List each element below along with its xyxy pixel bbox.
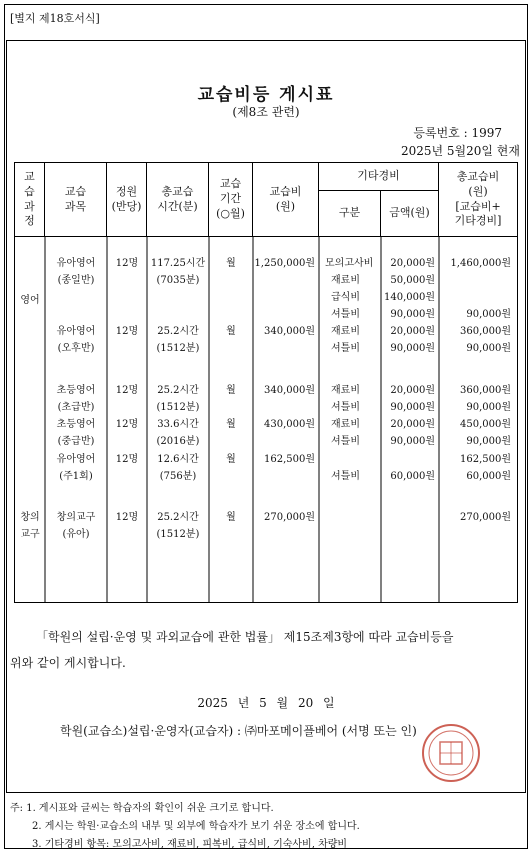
header-subject: 교습 과목 (45, 163, 107, 237)
r2-item-1: 셔틀비 (331, 343, 360, 354)
r3-capacity: 12명 (115, 385, 139, 396)
r3-item-1: 셔틀비 (331, 402, 360, 413)
r2-hours: 25.2시간 (157, 326, 199, 337)
r3-minutes: (1512분) (156, 402, 200, 413)
r4-fee: 430,000원 (263, 419, 315, 430)
r3-item-0: 재료비 (331, 385, 360, 396)
r5-total-0: 162,500원 (459, 454, 511, 465)
r6-subject: 창의교구 (56, 512, 96, 523)
as-of-date: 2025년 5월20일 현재 (400, 144, 520, 158)
r3-total-0: 360,000원 (459, 385, 511, 396)
r4-subject-type: (중급반) (57, 436, 95, 447)
r4-hours: 33.6시간 (157, 419, 199, 430)
page-subtitle: (제8조 관련) (232, 105, 300, 119)
r1-total-2: 90,000원 (466, 309, 511, 320)
r6-period: 월 (226, 512, 236, 523)
r4-capacity: 12명 (115, 419, 139, 430)
notice-line-1: 「학원의 설립·운영 및 과외교습에 관한 법률」 제15조제3항에 따라 교습비등을 (36, 630, 454, 644)
header-fee: 교습비 (원) (253, 163, 319, 237)
signer-line: 학원(교습소)설립·운영자(교습자) : ㈜마포메이플베어 (서명 또는 인) (60, 724, 417, 738)
r4-subject: 초등영어 (56, 419, 96, 430)
header-period: 교습 기간 (○월) (209, 163, 253, 237)
r4-item-1: 셔틀비 (331, 436, 360, 447)
footnote-1: 주: 1. 게시표와 글씨는 학습자의 확인이 쉬운 크기로 합니다. (10, 803, 274, 814)
registration-number: 등록번호 : 1997 (413, 126, 502, 140)
r6-hours: 25.2시간 (157, 512, 199, 523)
seal-stamp-icon (420, 722, 482, 784)
r1-item-3: 셔틀비 (331, 309, 360, 320)
r1-subject: 유아영어 (56, 258, 96, 269)
notice-text (10, 624, 516, 676)
footnote-2: 2. 게시는 학원·교습소의 내부 및 외부에 학습자가 보기 쉬운 장소에 합니다. (32, 821, 360, 832)
header-other-costs: 기타경비 (319, 163, 439, 191)
r2-period: 월 (226, 326, 236, 337)
r2-fee: 340,000원 (263, 326, 315, 337)
r5-subject-type: (주1회) (59, 471, 93, 482)
r4-amount-1: 90,000원 (390, 436, 435, 447)
r1-subject-type: (종일반) (57, 275, 95, 286)
r2-amount-1: 90,000원 (390, 343, 435, 354)
header-capacity: 정원 (반당) (107, 163, 147, 237)
r4-total-0: 450,000원 (459, 419, 511, 430)
r2-subject-type: (오후반) (57, 343, 95, 354)
course-english: 영어 (20, 295, 40, 306)
r2-subject: 유아영어 (56, 326, 96, 337)
r6-subject-type: (유아) (62, 529, 90, 540)
r5-amount-0: 60,000원 (390, 471, 435, 482)
r1-amount-2: 140,000원 (383, 292, 435, 303)
r3-amount-0: 20,000원 (390, 385, 435, 396)
r5-item-0: 셔틀비 (331, 471, 360, 482)
r4-period: 월 (226, 419, 236, 430)
r2-total-1: 90,000원 (466, 343, 511, 354)
r5-minutes: (756분) (159, 471, 197, 482)
r1-item-1: 재료비 (331, 275, 360, 286)
r1-amount-3: 90,000원 (390, 309, 435, 320)
r6-minutes: (1512분) (156, 529, 200, 540)
page-title: 교습비등 게시표 (197, 85, 335, 105)
r3-total-1: 90,000원 (466, 402, 511, 413)
r3-fee: 340,000원 (263, 385, 315, 396)
r4-amount-0: 20,000원 (390, 419, 435, 430)
r5-hours: 12.6시간 (157, 454, 199, 465)
r2-total-0: 360,000원 (459, 326, 511, 337)
r1-total: 1,460,000원 (450, 258, 511, 269)
form-number: [별지 제18호서식] (10, 12, 100, 25)
header-total-fee: 총교습비 (원) [교습비+ 기타경비] (439, 163, 518, 237)
header-other-item: 구분 (319, 191, 381, 237)
r2-item-0: 재료비 (331, 326, 360, 337)
r1-item-2: 급식비 (331, 292, 360, 303)
r3-hours: 25.2시간 (157, 385, 199, 396)
r5-total-1: 60,000원 (466, 471, 511, 482)
r3-subject: 초등영어 (56, 385, 96, 396)
r6-capacity: 12명 (115, 512, 139, 523)
footnote-3: 3. 기타경비 항목: 모의고사비, 재료비, 피복비, 급식비, 기숙사비, 차량비 (32, 839, 348, 850)
fee-table (14, 162, 518, 603)
footnotes (10, 800, 360, 853)
header-other-amount: 금액(원) (381, 191, 439, 237)
r4-minutes: (2016분) (156, 436, 200, 447)
header-total-hours: 총교습 시간(분) (147, 163, 209, 237)
course-creative-1: 창의 (20, 512, 40, 523)
r1-capacity: 12명 (115, 258, 139, 269)
sign-date: 2025 년 5 월 20 일 (197, 696, 335, 710)
r5-period: 월 (226, 454, 236, 465)
r1-amount-0: 20,000원 (390, 258, 435, 269)
r6-total: 270,000원 (459, 512, 511, 523)
r4-total-1: 90,000원 (466, 436, 511, 447)
course-creative-2: 교구 (20, 529, 40, 540)
r2-amount-0: 20,000원 (390, 326, 435, 337)
r2-minutes: (1512분) (156, 343, 200, 354)
r1-period: 월 (226, 258, 236, 269)
r4-item-0: 재료비 (331, 419, 360, 430)
r6-fee: 270,000원 (263, 512, 315, 523)
r3-period: 월 (226, 385, 236, 396)
r5-capacity: 12명 (115, 454, 139, 465)
r1-fee: 1,250,000원 (254, 258, 315, 269)
notice-line-2: 위와 같이 게시합니다. (10, 656, 126, 670)
r1-minutes: (7035분) (156, 275, 200, 286)
header-course: 교 습 과 정 (15, 163, 45, 237)
r5-subject: 유아영어 (56, 454, 96, 465)
r1-amount-1: 50,000원 (390, 275, 435, 286)
r3-subject-type: (초급반) (57, 402, 95, 413)
r1-hours: 117.25시간 (150, 258, 206, 269)
r3-amount-1: 90,000원 (390, 402, 435, 413)
r5-fee: 162,500원 (263, 454, 315, 465)
table-body (15, 237, 518, 603)
r2-capacity: 12명 (115, 326, 139, 337)
r1-item-0: 모의고사비 (325, 258, 374, 269)
